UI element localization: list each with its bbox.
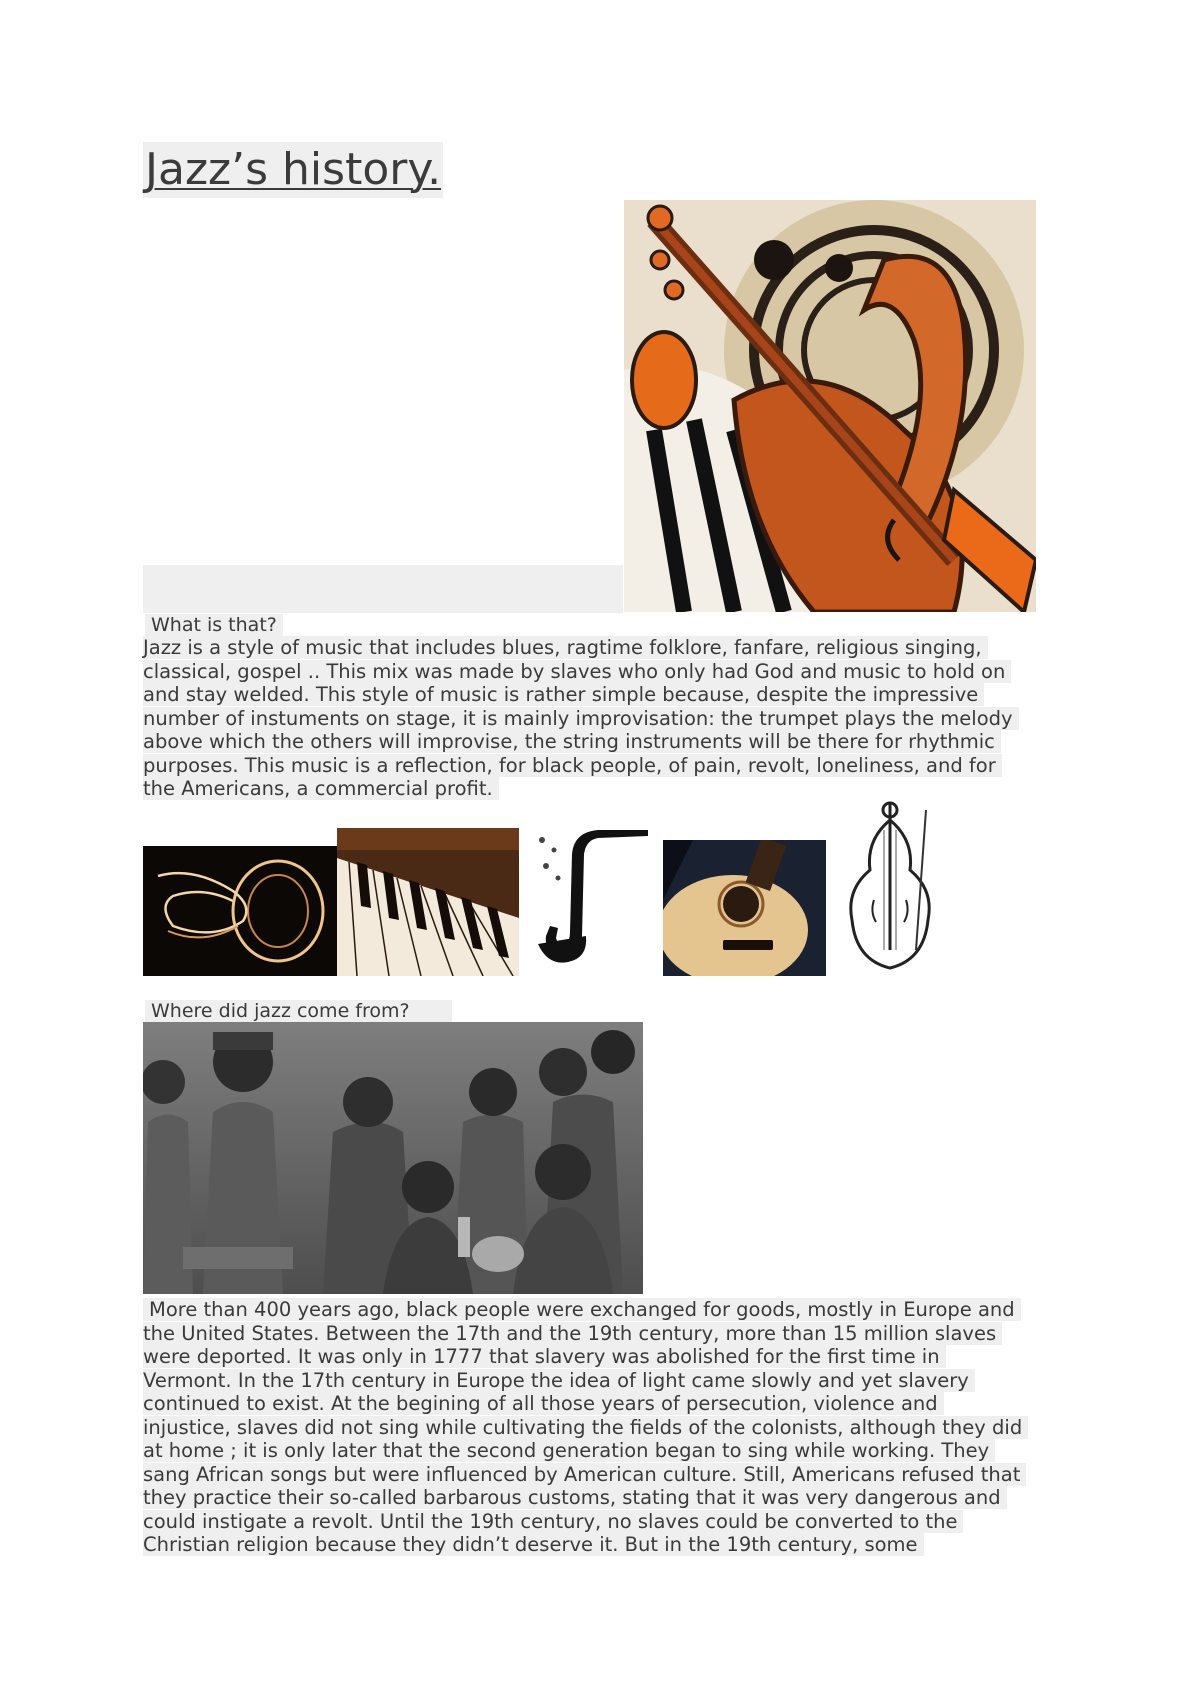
paragraph-line: could instigate a revolt. Until the 19th century, no slaves could be converted to the <box>143 1510 963 1533</box>
cello-sketch-image <box>826 800 954 976</box>
paragraph-line: number of instuments on stage, it is mainly improvisation: the trumpet plays the melody <box>143 707 1019 730</box>
saxophone-image <box>528 826 656 970</box>
paragraph-line: the Americans, a commercial profit. <box>143 777 499 800</box>
paragraph-line: More than 400 years ago, black people were exchanged for goods, mostly in Europe and <box>143 1298 1021 1321</box>
trumpet-image <box>143 846 337 976</box>
highlight-bar <box>143 565 623 613</box>
paragraph-line: were deported. It was only in 1777 that slavery was abolished for the first time in <box>143 1345 946 1368</box>
paragraph-line: and stay welded. This style of music is rather simple because, despite the impressive <box>143 683 984 706</box>
paragraph-line: purposes. This music is a reflection, for black people, of pain, revolt, loneliness, and for <box>143 754 1002 777</box>
historic-band-photo <box>143 1022 643 1294</box>
section-heading-what-is-that: What is that? <box>145 614 283 636</box>
paragraph-line: above which the others will improvise, the string instruments will be there for rhythmic <box>143 730 1001 753</box>
piano-keys-image <box>337 828 519 976</box>
acoustic-guitar-image <box>663 840 827 976</box>
section-paragraph-where-did-jazz-come-from <box>143 1298 1028 1557</box>
jazz-artwork-image <box>624 200 1036 612</box>
paragraph-line: at home ; it is only later that the second generation began to sing while working. They <box>143 1439 995 1462</box>
paragraph-line: Jazz is a style of music that includes blues, ragtime folklore, fanfare, religious singing, <box>143 636 988 659</box>
paragraph-line: continued to exist. At the begining of all those years of persecution, violence and <box>143 1392 944 1415</box>
document-title: Jazz’s history. <box>143 142 443 198</box>
paragraph-line: sang African songs but were influenced by American culture. Still, Americans refused that <box>143 1463 1026 1486</box>
paragraph-line: the United States. Between the 17th and the 19th century, more than 15 million slaves <box>143 1322 1002 1345</box>
section-paragraph-what-is-that <box>143 636 1019 801</box>
paragraph-line: they practice their so-called barbarous customs, stating that it was very dangerous and <box>143 1486 1007 1509</box>
paragraph-line: classical, gospel .. This mix was made by slaves who only had God and music to hold on <box>143 660 1011 683</box>
paragraph-line: Vermont. In the 17th century in Europe the idea of light came slowly and yet slavery <box>143 1369 975 1392</box>
paragraph-line: injustice, slaves did not sing while cultivating the fields of the colonists, although they did <box>143 1416 1028 1439</box>
paragraph-line: Christian religion because they didn’t deserve it. But in the 19th century, some <box>143 1533 924 1556</box>
section-heading-where-did-jazz-come-from: Where did jazz come from? <box>145 1000 452 1022</box>
